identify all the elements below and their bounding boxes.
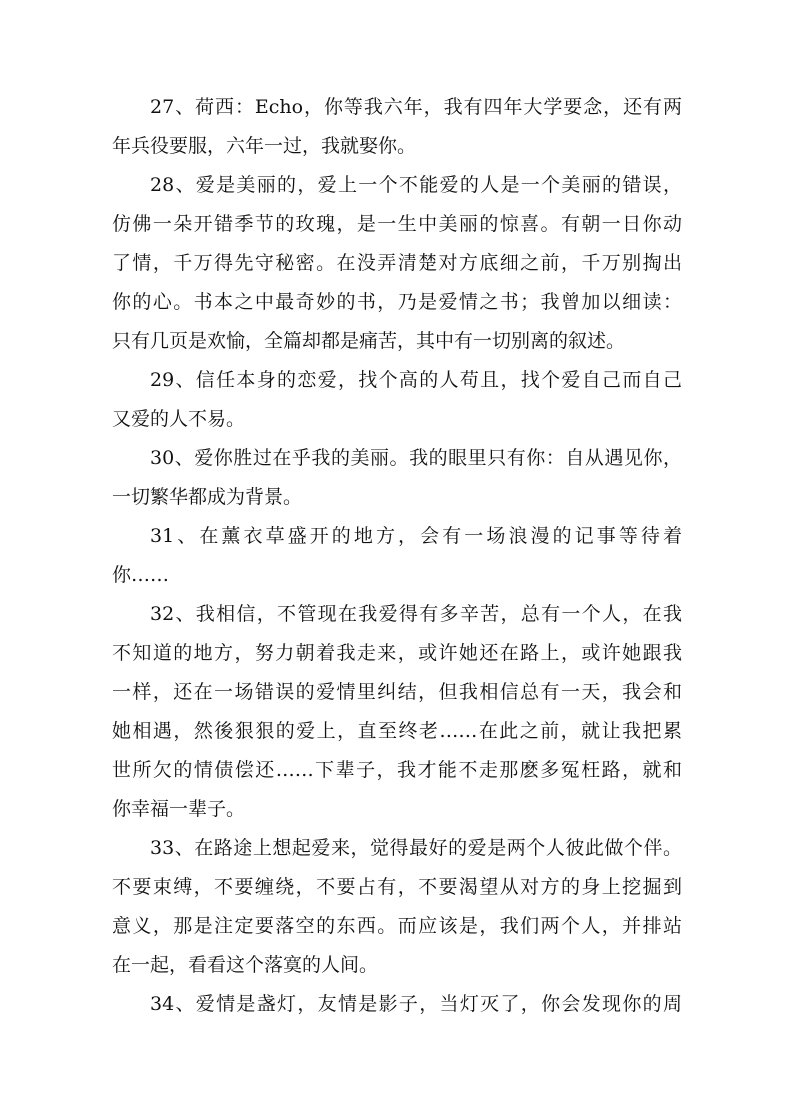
text-line: 一切繁华都成为背景。 — [112, 486, 303, 508]
text-line: 只有几页是欢愉，全篇却都是痛苦，其中有一切别离的叙述。 — [112, 330, 626, 352]
text-line: 在一起，看看这个落寞的人间。 — [112, 954, 379, 976]
text-line: 你幸福一辈子。 — [112, 798, 246, 820]
text-line: 她相遇，然後狠狠的爱上，直至终老……在此之前，就让我把累 — [112, 720, 682, 742]
paragraph-31 — [112, 517, 682, 595]
paragraph-32 — [112, 595, 682, 829]
text-line: 31、在薰衣草盛开的地方，会有一场浪漫的记事等待着 — [150, 525, 682, 547]
text-line: 34、爱情是盏灯，友情是影子，当灯灭了，你会发现你的周 — [150, 993, 682, 1015]
paragraph-27 — [112, 88, 682, 166]
text-line: 27、荷西：Echo，你等我六年，我有四年大学要念，还有两 — [150, 96, 682, 118]
text-line: 32、我相信，不管现在我爱得有多辛苦，总有一个人，在我 — [150, 603, 682, 625]
text-line: 33、在路途上想起爱来，觉得最好的爱是两个人彼此做个伴。 — [150, 837, 682, 859]
text-line: 不要束缚，不要缠绕，不要占有，不要渴望从对方的身上挖掘到 — [112, 876, 682, 898]
paragraph-33 — [112, 829, 682, 985]
text-line: 29、信任本身的恋爱，找个高的人苟且，找个爱自己而自己 — [150, 369, 682, 391]
document-body — [112, 88, 682, 1024]
text-line: 又爱的人不易。 — [112, 408, 246, 430]
text-line: 世所欠的情债偿还……下辈子，我才能不走那麽多冤枉路，就和 — [112, 759, 682, 781]
text-line: 仿佛一朵开错季节的玫瑰，是一生中美丽的惊喜。有朝一日你动 — [112, 213, 682, 235]
text-line: 30、爱你胜过在乎我的美丽。我的眼里只有你：自从遇见你， — [150, 447, 682, 469]
paragraph-28 — [112, 166, 682, 361]
paragraph-29 — [112, 361, 682, 439]
text-line: 一样，还在一场错误的爱情里纠结，但我相信总有一天，我会和 — [112, 681, 682, 703]
text-line: 意义，那是注定要落空的东西。而应该是，我们两个人，并排站 — [112, 915, 682, 937]
paragraph-30 — [112, 439, 682, 517]
text-line: 了情，千万得先守秘密。在没弄清楚对方底细之前，千万别掏出 — [112, 252, 682, 274]
text-line: 不知道的地方，努力朝着我走来，或许她还在路上，或许她跟我 — [112, 642, 682, 664]
text-line: 你…… — [112, 564, 170, 586]
text-line: 你的心。书本之中最奇妙的书，乃是爱情之书；我曾加以细读： — [112, 291, 682, 313]
text-line: 28、爱是美丽的，爱上一个不能爱的人是一个美丽的错误， — [150, 174, 682, 196]
paragraph-34 — [112, 985, 682, 1024]
text-line: 年兵役要服，六年一过，我就娶你。 — [112, 135, 417, 157]
